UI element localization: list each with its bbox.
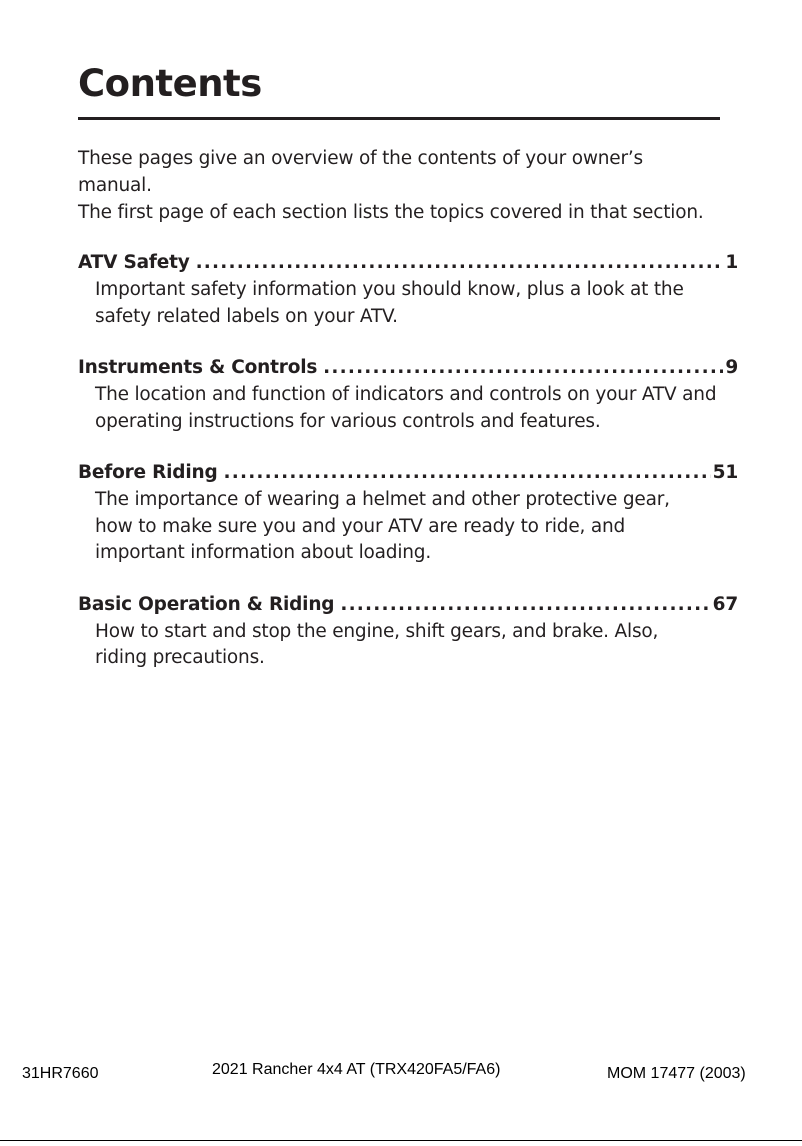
toc-heading[interactable] [78,249,738,277]
footer-model-name: 2021 Rancher 4x4 AT (TRX420FA5/FA6) [212,1061,501,1078]
section-description: The importance of wearing a helmet and other protective gear, how to make sure you and your ATV are ready to ride, and important information about loading. [95,489,670,563]
toc-heading[interactable] [78,354,738,382]
page-number[interactable]: 67 [712,593,738,615]
intro-paragraph: The first page of each section lists the topics covered in that section. [78,202,704,223]
toc-entry-instruments-controls[interactable] [78,354,738,435]
toc-entry-before-riding[interactable] [78,459,738,567]
section-title[interactable]: Instruments & Controls [78,357,318,378]
section-title[interactable]: Before Riding [78,462,218,483]
dot-leader [196,249,724,277]
intro-paragraph: These pages give an overview of the contents of your owner’s manual. [78,148,643,196]
dot-leader [224,459,711,487]
page-title: Contents [78,62,262,105]
dot-leader [323,354,723,382]
toc-entry-atv-safety[interactable] [78,249,738,330]
intro-text [78,145,738,226]
title-divider [78,117,720,120]
footer-part-number: 31HR7660 [22,1065,99,1082]
page-number[interactable]: 51 [712,462,738,483]
section-title[interactable]: Basic Operation & Riding [78,593,335,615]
page-number[interactable]: 9 [725,357,738,378]
toc-entry-basic-operation-riding[interactable] [78,591,738,672]
section-title[interactable]: ATV Safety [78,252,190,273]
dot-leader [340,591,710,619]
section-description: The location and function of indicators and controls on your ATV and operating instructions for various controls and features. [95,384,717,432]
section-description: Important safety information you should know, plus a look at the safety related labels on your ATV. [95,279,684,327]
page-number[interactable]: 1 [725,252,738,273]
table-of-contents [78,249,738,696]
bottom-edge-line [0,1140,802,1141]
toc-heading[interactable] [78,459,738,487]
toc-heading[interactable] [78,591,738,619]
footer-document-code: MOM 17477 (2003) [607,1065,746,1082]
section-description: How to start and stop the engine, shift gears, and brake. Also, riding precautions. [95,620,659,668]
